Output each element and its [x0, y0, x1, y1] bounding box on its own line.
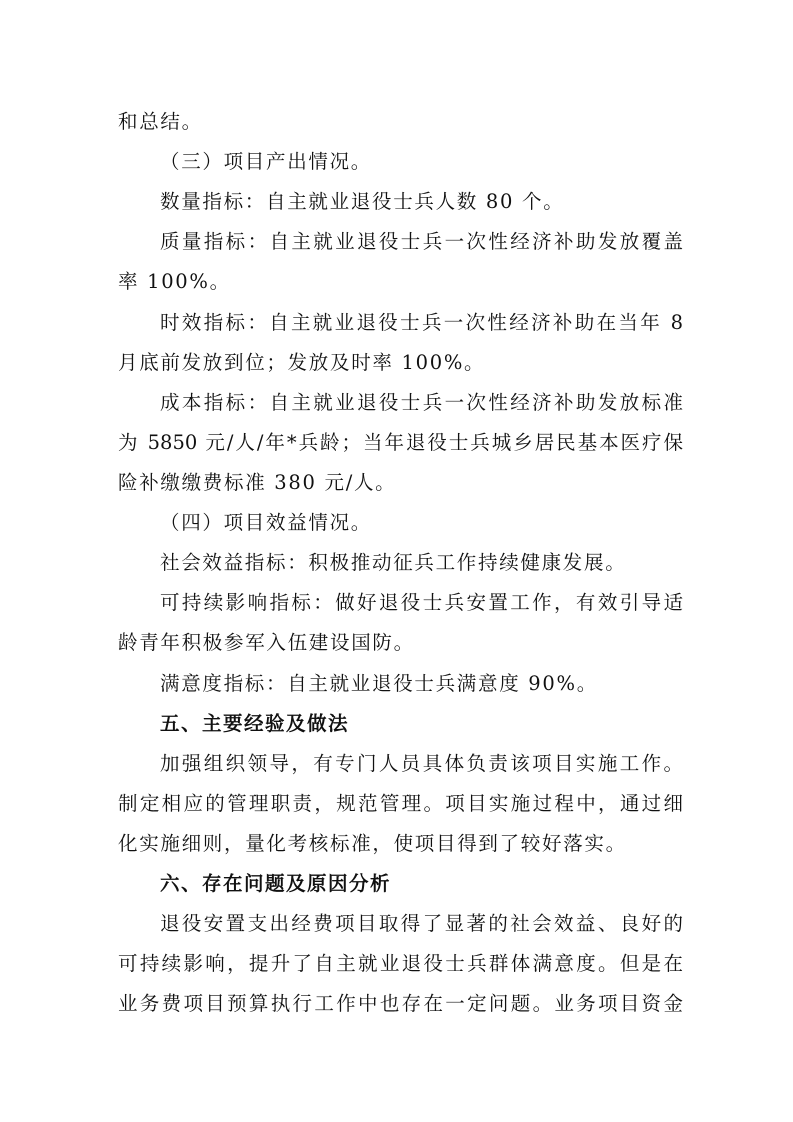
text-line-social-benefit: 社会效益指标：积极推动征兵工作持续健康发展。: [160, 551, 627, 574]
text-line-quality-indicator: 质量指标：自主就业退役士兵一次性经济补助发放覆盖: [160, 230, 683, 253]
text-line-problems-1: 退役安置支出经费项目取得了显著的社会效益、良好的: [160, 912, 683, 935]
text-line-continuation: 和总结。: [118, 110, 203, 133]
text-line-problems-2: 可持续影响，提升了自主就业退役士兵群体满意度。但是在: [118, 952, 683, 975]
text-line-timeliness-indicator: 时效指标：自主就业退役士兵一次性经济补助在当年 8: [160, 311, 683, 334]
text-line-sustainable-impact-cont: 龄青年积极参军入伍建设国防。: [118, 631, 415, 654]
text-line-cost-indicator-end: 险补缴缴费标准 380 元/人。: [118, 471, 397, 494]
text-line-experience-3: 化实施细则，量化考核标准，使项目得到了较好落实。: [118, 832, 627, 855]
text-line-problems-3: 业务费项目预算执行工作中也存在一定问题。业务项目资金: [118, 992, 683, 1015]
subsection-heading-output: （三）项目产出情况。: [160, 150, 373, 173]
text-line-experience-2: 制定相应的管理职责，规范管理。项目实施过程中，通过细: [118, 792, 683, 815]
subsection-heading-benefit: （四）项目效益情况。: [160, 511, 373, 534]
text-line-experience-1: 加强组织领导，有专门人员具体负责该项目实施工作。: [160, 752, 683, 775]
text-line-quantity-indicator: 数量指标：自主就业退役士兵人数 80 个。: [160, 190, 565, 213]
text-line-timeliness-indicator-cont: 月底前发放到位；发放及时率 100%。: [118, 351, 486, 374]
text-line-quality-indicator-cont: 率 100%。: [118, 270, 231, 293]
text-line-cost-indicator: 成本指标：自主就业退役士兵一次性经济补助发放标准: [160, 391, 683, 414]
text-line-cost-indicator-cont: 为 5850 元/人/年*兵龄；当年退役士兵城乡居民基本医疗保: [118, 431, 683, 454]
text-line-satisfaction: 满意度指标：自主就业退役士兵满意度 90%。: [160, 672, 598, 695]
section-heading-problems: 六、存在问题及原因分析: [160, 872, 392, 895]
text-line-sustainable-impact: 可持续影响指标：做好退役士兵安置工作，有效引导适: [160, 591, 683, 614]
section-heading-experience: 五、主要经验及做法: [160, 712, 350, 735]
